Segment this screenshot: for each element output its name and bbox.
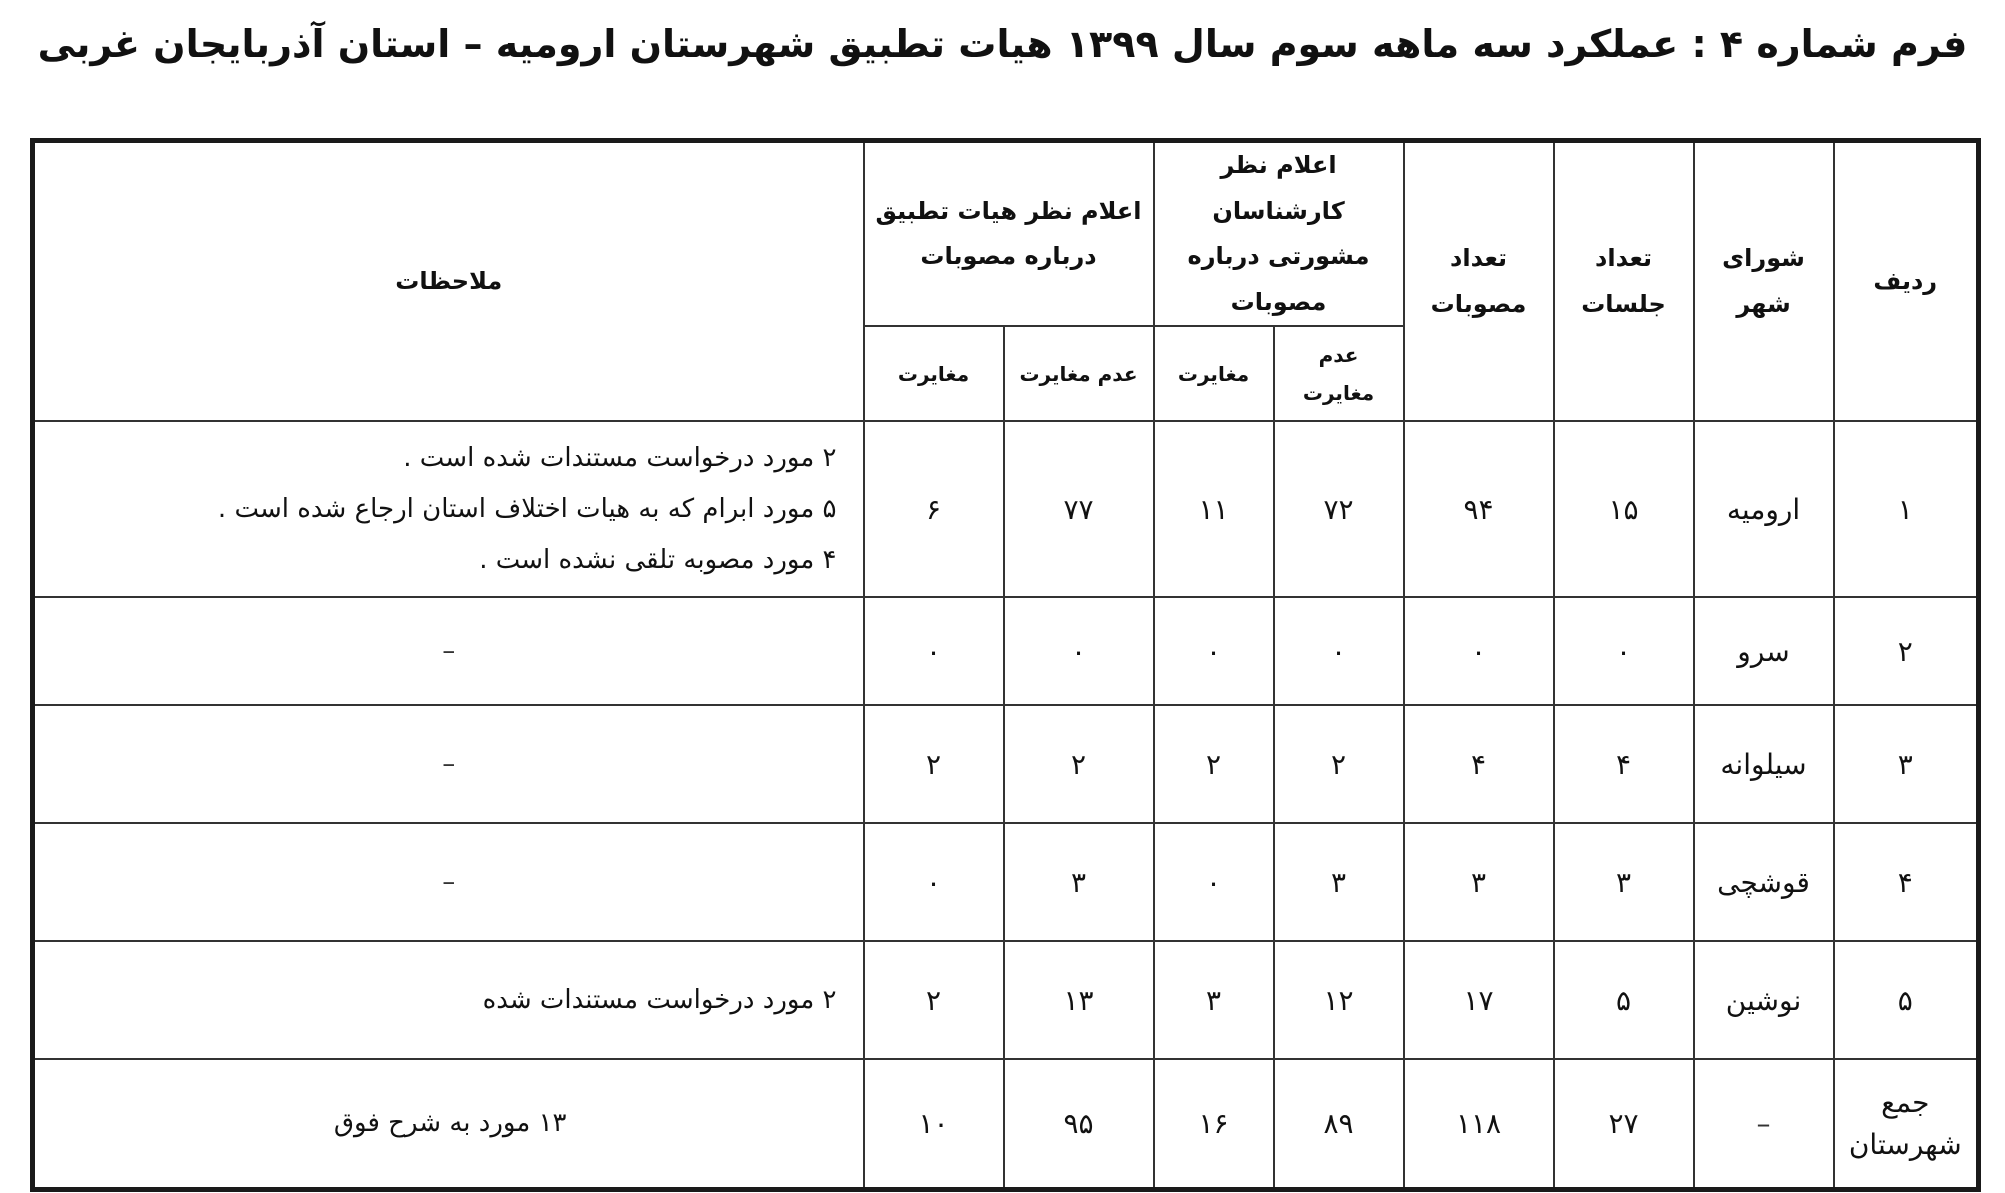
note-line: ۱۳ مورد به شرح فوق <box>333 1108 567 1139</box>
note-line: ۲ مورد درخواست مستندات شده <box>482 985 837 1016</box>
cell-experts-non-conflict: ۷۲ <box>1274 421 1404 597</box>
cell-experts-conflict: ۲ <box>1154 705 1274 823</box>
cell-notes <box>33 1059 864 1189</box>
cell-total-label <box>1834 1059 1979 1189</box>
cell-row-number: ۱ <box>1834 421 1979 597</box>
cell-board-non-conflict: ۷۷ <box>1004 421 1154 597</box>
cell-council: سیلوانه <box>1694 705 1834 823</box>
header-council: شورای شهر <box>1694 141 1834 422</box>
header-sessions: تعداد جلسات <box>1554 141 1694 422</box>
cell-board-conflict: ۲ <box>864 941 1004 1059</box>
header-board-non-conflict: عدم مغایرت <box>1004 326 1154 421</box>
note-line: ۲ مورد درخواست مستندات شده است . <box>403 443 837 474</box>
table-row <box>33 421 1979 597</box>
cell-board-non-conflict: ۱۳ <box>1004 941 1154 1059</box>
cell-row-number: ۲ <box>1834 597 1979 705</box>
performance-table <box>30 138 1981 1192</box>
cell-experts-conflict: ۱۱ <box>1154 421 1274 597</box>
cell-sessions: ۳ <box>1554 823 1694 941</box>
total-label-line2: شهرستان <box>1848 1127 1962 1161</box>
header-experts-group: اعلام نظر کارشناسان مشورتی درباره مصوبات <box>1154 141 1404 327</box>
cell-resolutions: ۱۷ <box>1404 941 1554 1059</box>
table-row <box>33 823 1979 941</box>
cell-notes <box>33 421 864 597</box>
cell-sessions: ۱۵ <box>1554 421 1694 597</box>
cell-experts-conflict: ۰ <box>1154 823 1274 941</box>
header-row-number: ردیف <box>1834 141 1979 422</box>
header-experts-conflict: مغایرت <box>1154 326 1274 421</box>
cell-row-number: ۳ <box>1834 705 1979 823</box>
cell-board-non-conflict: ۹۵ <box>1004 1059 1154 1189</box>
cell-experts-conflict: ۰ <box>1154 597 1274 705</box>
cell-council: نوشین <box>1694 941 1834 1059</box>
cell-notes: – <box>33 597 864 705</box>
cell-experts-non-conflict: ۰ <box>1274 597 1404 705</box>
cell-board-conflict: ۲ <box>864 705 1004 823</box>
cell-sessions: ۴ <box>1554 705 1694 823</box>
cell-experts-conflict: ۱۶ <box>1154 1059 1274 1189</box>
cell-board-conflict: ۰ <box>864 823 1004 941</box>
cell-notes: – <box>33 823 864 941</box>
header-resolutions: تعداد مصوبات <box>1404 141 1554 422</box>
header-experts-non-conflict: عدم مغایرت <box>1274 326 1404 421</box>
page-title: فرم شماره ۴ : عملکرد سه ماهه سوم سال ۱۳۹۹ هیات تطبیق شهرستان ارومیه – استان آذربایجان غربی <box>37 22 1968 66</box>
header-board-conflict: مغایرت <box>864 326 1004 421</box>
cell-council: ارومیه <box>1694 421 1834 597</box>
cell-resolutions: ۹۴ <box>1404 421 1554 597</box>
cell-board-conflict: ۶ <box>864 421 1004 597</box>
header-board-group: اعلام نظر هیات تطبیق درباره مصوبات <box>864 141 1154 327</box>
cell-board-conflict: ۰ <box>864 597 1004 705</box>
cell-notes: – <box>33 705 864 823</box>
cell-board-non-conflict: ۰ <box>1004 597 1154 705</box>
cell-council: سرو <box>1694 597 1834 705</box>
cell-experts-conflict: ۳ <box>1154 941 1274 1059</box>
cell-council: – <box>1694 1059 1834 1189</box>
note-line: ۴ مورد مصوبه تلقی نشده است . <box>479 544 837 575</box>
cell-board-non-conflict: ۳ <box>1004 823 1154 941</box>
cell-sessions: ۲۷ <box>1554 1059 1694 1189</box>
cell-experts-non-conflict: ۸۹ <box>1274 1059 1404 1189</box>
cell-notes <box>33 941 864 1059</box>
cell-board-conflict: ۱۰ <box>864 1059 1004 1189</box>
table-row <box>33 597 1979 705</box>
table-row <box>33 941 1979 1059</box>
cell-experts-non-conflict: ۱۲ <box>1274 941 1404 1059</box>
table-row <box>33 705 1979 823</box>
note-line: ۵ مورد ابرام که به هیات اختلاف استان ارجاع شده است . <box>217 494 837 525</box>
cell-experts-non-conflict: ۲ <box>1274 705 1404 823</box>
cell-board-non-conflict: ۲ <box>1004 705 1154 823</box>
cell-sessions: ۵ <box>1554 941 1694 1059</box>
cell-sessions: ۰ <box>1554 597 1694 705</box>
cell-resolutions: ۳ <box>1404 823 1554 941</box>
cell-row-number: ۴ <box>1834 823 1979 941</box>
cell-resolutions: ۱۱۸ <box>1404 1059 1554 1189</box>
cell-resolutions: ۰ <box>1404 597 1554 705</box>
cell-experts-non-conflict: ۳ <box>1274 823 1404 941</box>
total-label-line1: جمع <box>1881 1085 1930 1119</box>
total-row <box>33 1059 1979 1189</box>
cell-row-number: ۵ <box>1834 941 1979 1059</box>
header-notes: ملاحظات <box>33 141 864 422</box>
cell-resolutions: ۴ <box>1404 705 1554 823</box>
cell-council: قوشچی <box>1694 823 1834 941</box>
